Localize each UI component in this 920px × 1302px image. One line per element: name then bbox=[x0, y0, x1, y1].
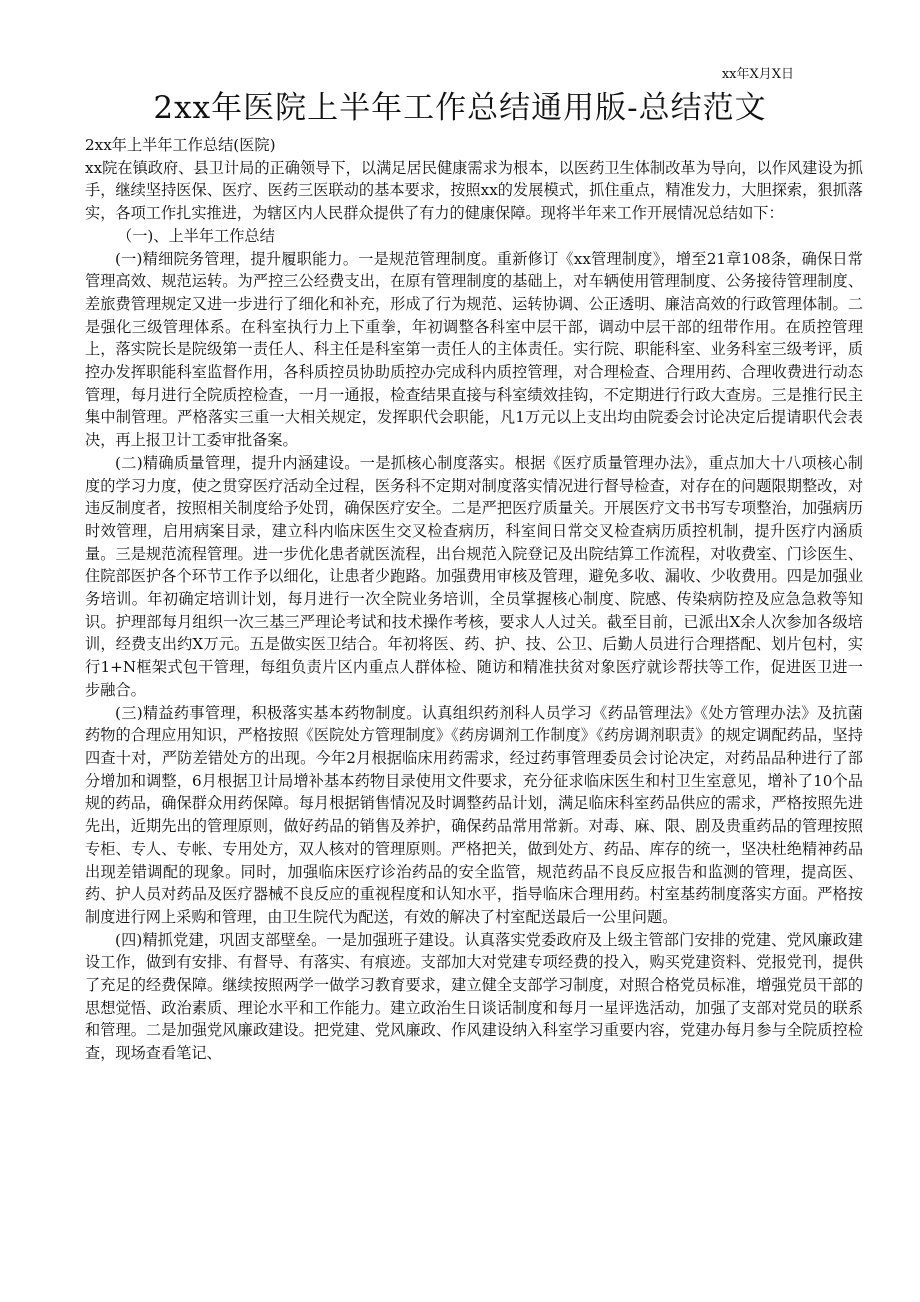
section-heading: （一)、上半年工作总结 bbox=[117, 226, 275, 245]
intro-paragraph: xx院在镇政府、县卫计局的正确领导下，以满足居民健康需求为根本，以医药卫生体制改革为导向，以作风建设为抓手，继续坚持医保、医疗、医药三医联动的基本要求，按照xx的发展模式，抓住重点，精准发力，大胆探索，狠抓落实，各项工作扎实推进，为辖区内人民群众提供了有力的健康保障。现将半年来工作开展情况总结如下： bbox=[85, 158, 863, 223]
document-subtitle: 2xx年上半年工作总结(医院) bbox=[85, 136, 276, 154]
paragraph-party-building: (四)精抓党建，巩固支部壁垒。一是加强班子建设。认真落实党委政府及上级主管部门安排的党建、党风廉政建设工作，做到有安排、有督导、有落实、有痕迹。支部加大对党建专项经费的投入，购买党建资料、党报党刊，提供了充足的经费保障。继续按照两学一做学习教育要求，建立健全支部学习制度，对照合格党员标准，增强党员干部的思想觉悟、政治素质、理论水平和工作能力。建立政治生日谈话制度和每月一星评选活动，加强了支部对党员的联系和管理。二是加强党风廉政建设。把党建、党风廉政、作风建设纳入科室学习重要内容，党建办每月参与全院质控检查，现场查看笔记、 bbox=[85, 930, 863, 1063]
document-title: 2xx年医院上半年工作总结通用版-总结范文 bbox=[153, 90, 767, 126]
document-body bbox=[85, 134, 863, 1065]
paragraph-pharmacy-management: (三)精益药事管理，积极落实基本药物制度。认真组织药剂科人员学习《药品管理法》《处方管理办法》及抗菌药物的合理应用知识，严格按照《医院处方管理制度》《药房调剂工作制度》《药房调剂职责》的规定调配药品，坚持四查十对，严防差错处方的出现。今年2月根据临床用药需求，经过药事管理委员会讨论决定，对药品品种进行了部分增加和调整，6月根据卫计局增补基本药物目录使用文件要求，充分征求临床医生和村卫生室意见，增补了10个品规的药品，确保群众用药保障。每月根据销售情况及时调整药品计划，满足临床科室药品供应的需求，严格按照先进先出，近期先出的管理原则，做好药品的销售及养护，确保药品常用常新。对毒、麻、限、剧及贵重药品的管理按照专柜、专人、专帐、专用处方，双人核对的管理原则。严格把关，做到处方、药品、库存的统一，坚决杜绝精神药品出现差错调配的现象。同时，加强临床医疗诊治药品的安全监管，规范药品不良反应报告和监测的管理，提高医、药、护人员对药品及医疗器械不良反应的重视程度和认知水平，指导临床合理用药。村室基药制度落实方面。严格按制度进行网上采购和管理，由卫生院代为配送，有效的解决了村室配送最后一公里问题。 bbox=[85, 703, 863, 926]
paragraph-quality-management: (二)精确质量管理，提升内涵建设。一是抓核心制度落实。根据《医疗质量管理办法》，重点加大十八项核心制度的学习力度，使之贯穿医疗活动全过程，医务科不定期对制度落实情况进行督导检查，对存在的问题限期整改，对违反制度者，按照相关制度给予处罚，确保医疗安全。二是严把医疗质量关。开展医疗文书书写专项整治，加强病历时效管理，启用病案目录，建立科内临床医生交叉检查病历，科室间日常交叉检查病历质控机制，提升医疗内涵质量。三是规范流程管理。进一步优化患者就医流程，出台规范入院登记及出院结算工作流程，对收费室、门诊医生、住院部医护各个环节工作予以细化，让患者少跑路。加强费用审核及管理，避免多收、漏收、少收费用。四是加强业务培训。年初确定培训计划，每月进行一次全院业务培训，全员掌握核心制度、院感、传染病防控及应急急救等知识。护理部每月组织一次三基三严理论考试和技术操作考核，要求人人过关。截至目前，已派出X余人次参加各级培训，经费支出约X万元。五是做实医卫结合。年初将医、药、护、技、公卫、后勤人员进行合理搭配、划片包村，实行1+N框架式包干管理，每组负责片区内重点人群体检、随访和精准扶贫对象医疗就诊帮扶等工作，促进医卫进一步融合。 bbox=[85, 453, 863, 699]
paragraph-admin-management: (一)精细院务管理，提升履职能力。一是规范管理制度。重新修订《xx管理制度》，增至21章108条，确保日常管理高效、规范运转。为严控三公经费支出，在原有管理制度的基础上，对车辆使用管理制度、公务接待管理制度、差旅费管理规定又进一步进行了细化和补充，形成了行为规范、运转协调、公正透明、廉洁高效的行政管理体制。二是强化三级管理体系。在科室执行力上下重拳，年初调整各科室中层干部，调动中层干部的纽带作用。在质控管理上，落实院长是院级第一责任人、科主任是科室第一责任人的主体责任。实行院、职能科室、业务科室三级考评，质控办发挥职能科室监督作用，各科质控员协助质控办完成科内质控管理，对合理检查、合理用药、合理收费进行动态管理，每月进行全院质控检查，一月一通报，检查结果直接与科室绩效挂钩，不定期进行行政大查房。三是推行民主集中制管理。严格落实三重一大相关规定，发挥职代会职能，凡1万元以上支出均由院委会讨论决定后提请职代会表决，再上报卫计工委审批备案。 bbox=[85, 249, 863, 450]
document-date: xx年X月X日 bbox=[721, 67, 794, 82]
